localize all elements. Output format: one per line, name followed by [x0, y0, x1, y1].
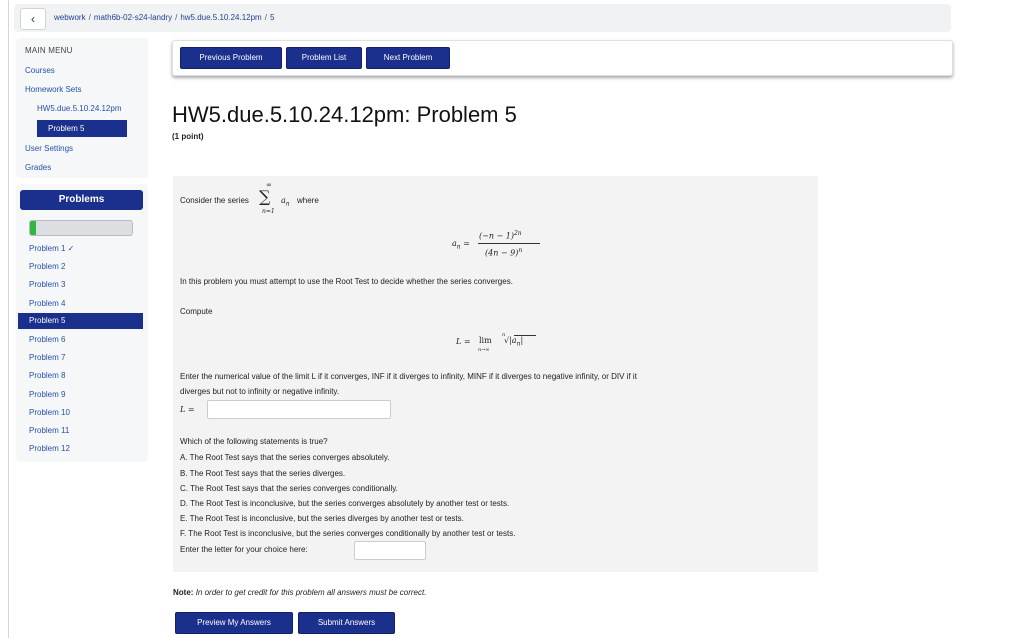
problem-list-button[interactable]: Problem List: [286, 47, 362, 69]
root-overline: [514, 335, 536, 336]
previous-problem-button[interactable]: Previous Problem: [180, 47, 282, 69]
breadcrumb-item-webwork[interactable]: webwork: [54, 13, 86, 22]
root-index: n: [502, 332, 506, 338]
problem-list-item-2[interactable]: Problem 2: [29, 262, 66, 272]
limit-subscript: n→∞: [478, 347, 490, 353]
sum-term: [281, 196, 290, 208]
option-e: E. The Root Test is inconclusive, but the series diverges by another test or tests.: [180, 514, 464, 523]
formula-fraction-bar: [478, 243, 540, 244]
choice-label: Enter the letter for your choice here:: [180, 545, 308, 554]
sum-upper-limit: ∞: [266, 181, 272, 189]
menu-link-current-set[interactable]: HW5.due.5.10.24.12pm: [37, 104, 122, 113]
limit-root-close: |: [520, 336, 524, 345]
menu-link-grades[interactable]: Grades: [25, 163, 52, 172]
submit-answers-button[interactable]: Submit Answers: [298, 612, 395, 634]
menu-link-homework-sets[interactable]: Homework Sets: [25, 85, 82, 94]
main-menu: [16, 38, 148, 178]
problem-list-item-3[interactable]: Problem 3: [29, 280, 66, 290]
limit-root-sub: n: [516, 340, 521, 348]
sum-term-base: a: [281, 196, 286, 205]
formula-denominator: [485, 247, 522, 258]
problem-list-item-1[interactable]: Problem 1 ✓: [29, 244, 75, 253]
breadcrumb: [54, 13, 274, 22]
option-c: C. The Root Test says that the series converges conditionally.: [180, 484, 398, 493]
formula-den-base: (4n − 9): [485, 248, 519, 258]
limit-lhs: [456, 337, 471, 346]
main-menu-heading: MAIN MENU: [25, 46, 73, 55]
formula-lhs-sub: n: [456, 243, 461, 251]
limit-root-body: √|a: [504, 336, 517, 345]
problem-list-item-11[interactable]: Problem 11: [29, 426, 70, 435]
enter-limit-text-1: Enter the numerical value of the limit L if it converges, INF if it diverges to infinity, MINF if it diverges to negative infinity, or DIV if it: [180, 372, 637, 381]
formula-lhs-base: a: [452, 239, 457, 248]
limit-root: [504, 336, 523, 348]
option-f: F. The Root Test is inconclusive, but the series converges conditionally by another test or tests.: [180, 529, 516, 538]
problem-list-item-8[interactable]: Problem 8: [29, 371, 66, 381]
question-text: Which of the following statements is true?: [180, 437, 328, 446]
problem-body: [173, 176, 818, 572]
breadcrumb-separator: /: [175, 13, 178, 22]
problem-list-item-12[interactable]: Problem 12: [29, 444, 70, 454]
breadcrumb-item-problem: 5: [269, 13, 275, 22]
menu-link-courses[interactable]: Courses: [25, 66, 55, 75]
problem-nav-bar: [172, 40, 953, 76]
problem-list-item-5[interactable]: Problem 5: [18, 313, 143, 329]
enter-limit-text-2: diverges but not to infinity or negative infinity.: [180, 387, 340, 396]
sum-term-sub: n: [285, 200, 290, 208]
compute-label: Compute: [180, 307, 213, 316]
credit-note: [173, 588, 426, 597]
back-button[interactable]: [20, 8, 46, 30]
option-d: D. The Root Test is inconclusive, but the series converges absolutely by another test or tests.: [180, 499, 510, 508]
problem-points: (1 point): [172, 132, 204, 141]
answer-label: L =: [180, 405, 195, 414]
problems-heading: Problems: [20, 190, 143, 210]
formula-den-exp: n: [518, 247, 523, 254]
instruction-text: In this problem you must attempt to use the Root Test to decide whether the series converges.: [180, 277, 513, 286]
problem-list-item-10[interactable]: Problem 10: [29, 407, 70, 417]
problems-panel: [16, 184, 148, 462]
limit-operator: lim: [479, 336, 492, 345]
breadcrumb-item-set[interactable]: hw5.due.5.10.24.12pm: [180, 13, 262, 22]
breadcrumb-separator: /: [264, 13, 267, 22]
left-edge-rule: [8, 0, 9, 638]
preview-answers-button[interactable]: Preview My Answers: [175, 612, 293, 634]
progress-bar: [29, 220, 133, 236]
problem-list-item-6[interactable]: Problem 6: [29, 335, 66, 344]
problem-list-item-9[interactable]: Problem 9: [29, 389, 66, 399]
breadcrumb-bar: [14, 4, 951, 32]
option-a: A. The Root Test says that the series converges absolutely.: [180, 453, 390, 462]
limit-lhs-letter: L: [456, 337, 462, 346]
formula-numerator: [479, 230, 522, 241]
page-title: HW5.due.5.10.24.12pm: Problem 5: [172, 102, 517, 127]
option-b: B. The Root Test says that the series diverges.: [180, 469, 346, 478]
consider-suffix: where: [297, 196, 319, 205]
progress-bar-fill: [30, 221, 36, 235]
problem-list-item-7[interactable]: Problem 7: [29, 353, 66, 363]
sum-sigma: ∑: [259, 187, 271, 206]
next-problem-button[interactable]: Next Problem: [366, 47, 450, 69]
breadcrumb-item-course[interactable]: math6b-02-s24-landry: [93, 13, 173, 22]
formula-num-exp: 2n: [513, 230, 522, 237]
limit-answer-input[interactable]: [207, 400, 391, 419]
note-label: Note:: [173, 588, 194, 597]
menu-link-current-problem[interactable]: Problem 5: [37, 120, 127, 137]
limit-equals: =: [463, 337, 471, 346]
breadcrumb-separator: /: [88, 13, 91, 22]
note-text: In order to get credit for this problem all answers must be correct.: [195, 588, 427, 597]
formula-num-base: (−n − 1): [479, 231, 514, 241]
problem-list-item-4[interactable]: Problem 4: [29, 298, 66, 308]
chevron-left-icon: ‹: [31, 12, 35, 26]
formula-lhs: [452, 239, 470, 251]
consider-text: Consider the series: [180, 196, 249, 205]
sum-lower-limit: n=1: [262, 208, 275, 215]
formula-equals: =: [463, 239, 470, 248]
choice-answer-input[interactable]: [354, 541, 426, 560]
menu-link-user-settings[interactable]: User Settings: [25, 144, 74, 153]
